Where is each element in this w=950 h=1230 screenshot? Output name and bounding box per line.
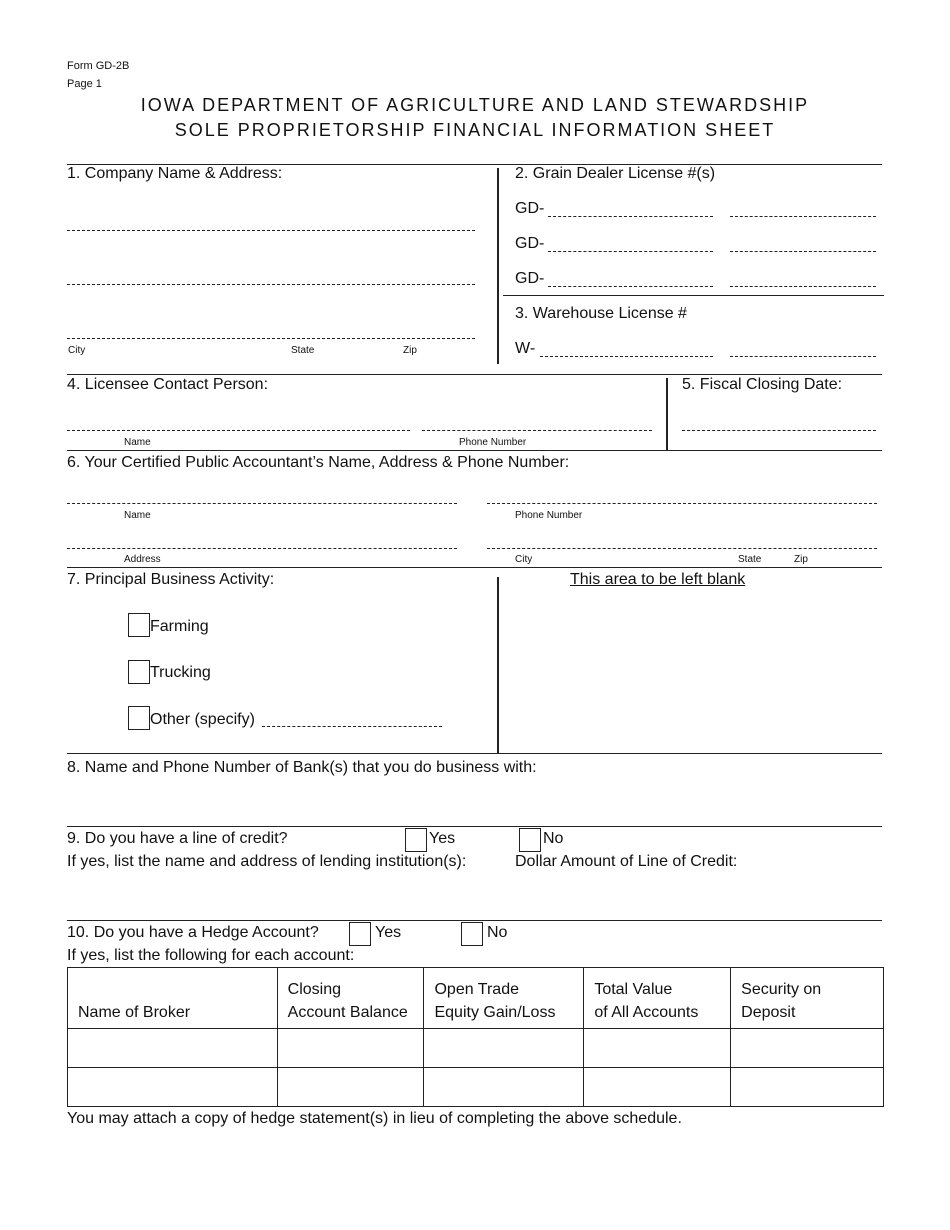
divider xyxy=(67,450,882,451)
hedge-yes-label: Yes xyxy=(375,924,402,941)
divider xyxy=(497,168,499,364)
other-checkbox[interactable] xyxy=(128,706,150,730)
company-address-line-1[interactable] xyxy=(67,230,475,231)
hedge-footer-note: You may attach a copy of hedge statement(s) in lieu of completing the above schedule. xyxy=(67,1110,682,1127)
divider xyxy=(666,378,668,450)
hedge-yes-checkbox[interactable] xyxy=(349,922,371,946)
licensee-contact-label: 4. Licensee Contact Person: xyxy=(67,376,269,393)
gd-prefix-2: GD- xyxy=(515,235,545,252)
gd-prefix-1: GD- xyxy=(515,200,545,217)
table-cell[interactable] xyxy=(424,1068,584,1107)
hedge-instructions: If yes, list the following for each account: xyxy=(67,947,355,964)
col-open-trade-equity: Open Trade Equity Gain/Loss xyxy=(424,968,584,1029)
zip-caption: Zip xyxy=(403,345,417,356)
page-title: IOWA DEPARTMENT OF AGRICULTURE AND LAND STEWARDSHIP xyxy=(140,95,810,115)
fiscal-closing-date-label: 5. Fiscal Closing Date: xyxy=(682,376,843,393)
gd-license-field-3b[interactable] xyxy=(730,286,876,287)
w-prefix: W- xyxy=(515,340,536,357)
city-caption: City xyxy=(515,554,533,565)
contact-name-field[interactable] xyxy=(67,430,410,431)
table-cell[interactable] xyxy=(584,1068,731,1107)
credit-no-checkbox[interactable] xyxy=(519,828,541,852)
divider xyxy=(67,920,882,921)
company-address-line-3[interactable] xyxy=(67,338,475,339)
cpa-phone-field[interactable] xyxy=(487,503,877,504)
col-name-of-broker: Name of Broker xyxy=(68,968,278,1029)
cpa-city-field[interactable] xyxy=(487,548,877,549)
table-cell[interactable] xyxy=(68,1068,278,1107)
divider xyxy=(67,753,882,754)
warehouse-license-field-b[interactable] xyxy=(730,356,876,357)
table-cell[interactable] xyxy=(68,1029,278,1068)
page-number: Page 1 xyxy=(67,78,102,90)
company-address-line-2[interactable] xyxy=(67,284,475,285)
farming-label: Farming xyxy=(150,618,209,635)
name-caption: Name xyxy=(124,437,151,448)
zip-caption: Zip xyxy=(794,554,808,565)
cpa-label: 6. Your Certified Public Accountant’s Name, Address & Phone Number: xyxy=(67,454,570,471)
table-header-row xyxy=(68,968,884,1029)
address-caption: Address xyxy=(124,554,161,565)
divider xyxy=(67,826,882,827)
table-row xyxy=(68,1068,884,1107)
company-name-address-label: 1. Company Name & Address: xyxy=(67,165,283,182)
grain-dealer-license-label: 2. Grain Dealer License #(s) xyxy=(515,165,716,182)
table-cell[interactable] xyxy=(731,1068,884,1107)
gd-license-field-2b[interactable] xyxy=(730,251,876,252)
divider xyxy=(67,567,882,568)
page-subtitle: SOLE PROPRIETORSHIP FINANCIAL INFORMATION SHEET xyxy=(174,120,776,140)
lending-institution-label: If yes, list the name and address of lending institution(s): xyxy=(67,853,467,870)
credit-yes-checkbox[interactable] xyxy=(405,828,427,852)
state-caption: State xyxy=(738,554,762,565)
blank-area-note: This area to be left blank xyxy=(570,571,746,588)
gd-prefix-3: GD- xyxy=(515,270,545,287)
credit-amount-label: Dollar Amount of Line of Credit: xyxy=(515,853,738,870)
divider xyxy=(497,577,499,753)
hedge-account-table xyxy=(67,967,884,1107)
city-caption: City xyxy=(68,345,86,356)
credit-no-label: No xyxy=(543,830,564,847)
principal-business-label: 7. Principal Business Activity: xyxy=(67,571,275,588)
cpa-address-field[interactable] xyxy=(67,548,457,549)
name-caption: Name xyxy=(124,510,151,521)
gd-license-field-3a[interactable] xyxy=(548,286,713,287)
contact-phone-field[interactable] xyxy=(422,430,652,431)
trucking-label: Trucking xyxy=(150,664,211,681)
credit-yes-label: Yes xyxy=(429,830,456,847)
other-label: Other (specify) xyxy=(150,711,255,728)
divider xyxy=(503,295,884,296)
phone-caption: Phone Number xyxy=(515,510,583,521)
table-cell[interactable] xyxy=(424,1029,584,1068)
trucking-checkbox[interactable] xyxy=(128,660,150,684)
col-security-on-deposit: Security on Deposit xyxy=(731,968,884,1029)
hedge-no-checkbox[interactable] xyxy=(461,922,483,946)
col-closing-account-balance: Closing Account Balance xyxy=(277,968,424,1029)
gd-license-field-2a[interactable] xyxy=(548,251,713,252)
form-id: Form GD-2B xyxy=(67,60,130,72)
phone-caption: Phone Number xyxy=(459,437,527,448)
bank-label: 8. Name and Phone Number of Bank(s) that you do business with: xyxy=(67,759,537,776)
farming-checkbox[interactable] xyxy=(128,613,150,637)
warehouse-license-field-a[interactable] xyxy=(540,356,713,357)
col-total-value: Total Value of All Accounts xyxy=(584,968,731,1029)
warehouse-license-label: 3. Warehouse License # xyxy=(515,305,687,322)
table-cell[interactable] xyxy=(277,1068,424,1107)
table-cell[interactable] xyxy=(731,1029,884,1068)
table-row xyxy=(68,1029,884,1068)
fiscal-closing-date-field[interactable] xyxy=(682,430,876,431)
gd-license-field-1a[interactable] xyxy=(548,216,713,217)
table-cell[interactable] xyxy=(277,1029,424,1068)
cpa-name-field[interactable] xyxy=(67,503,457,504)
line-of-credit-label: 9. Do you have a line of credit? xyxy=(67,830,288,847)
gd-license-field-1b[interactable] xyxy=(730,216,876,217)
hedge-account-label: 10. Do you have a Hedge Account? xyxy=(67,924,319,941)
divider xyxy=(67,374,882,375)
state-caption: State xyxy=(291,345,315,356)
other-specify-field[interactable] xyxy=(262,726,442,727)
table-cell[interactable] xyxy=(584,1029,731,1068)
hedge-no-label: No xyxy=(487,924,508,941)
